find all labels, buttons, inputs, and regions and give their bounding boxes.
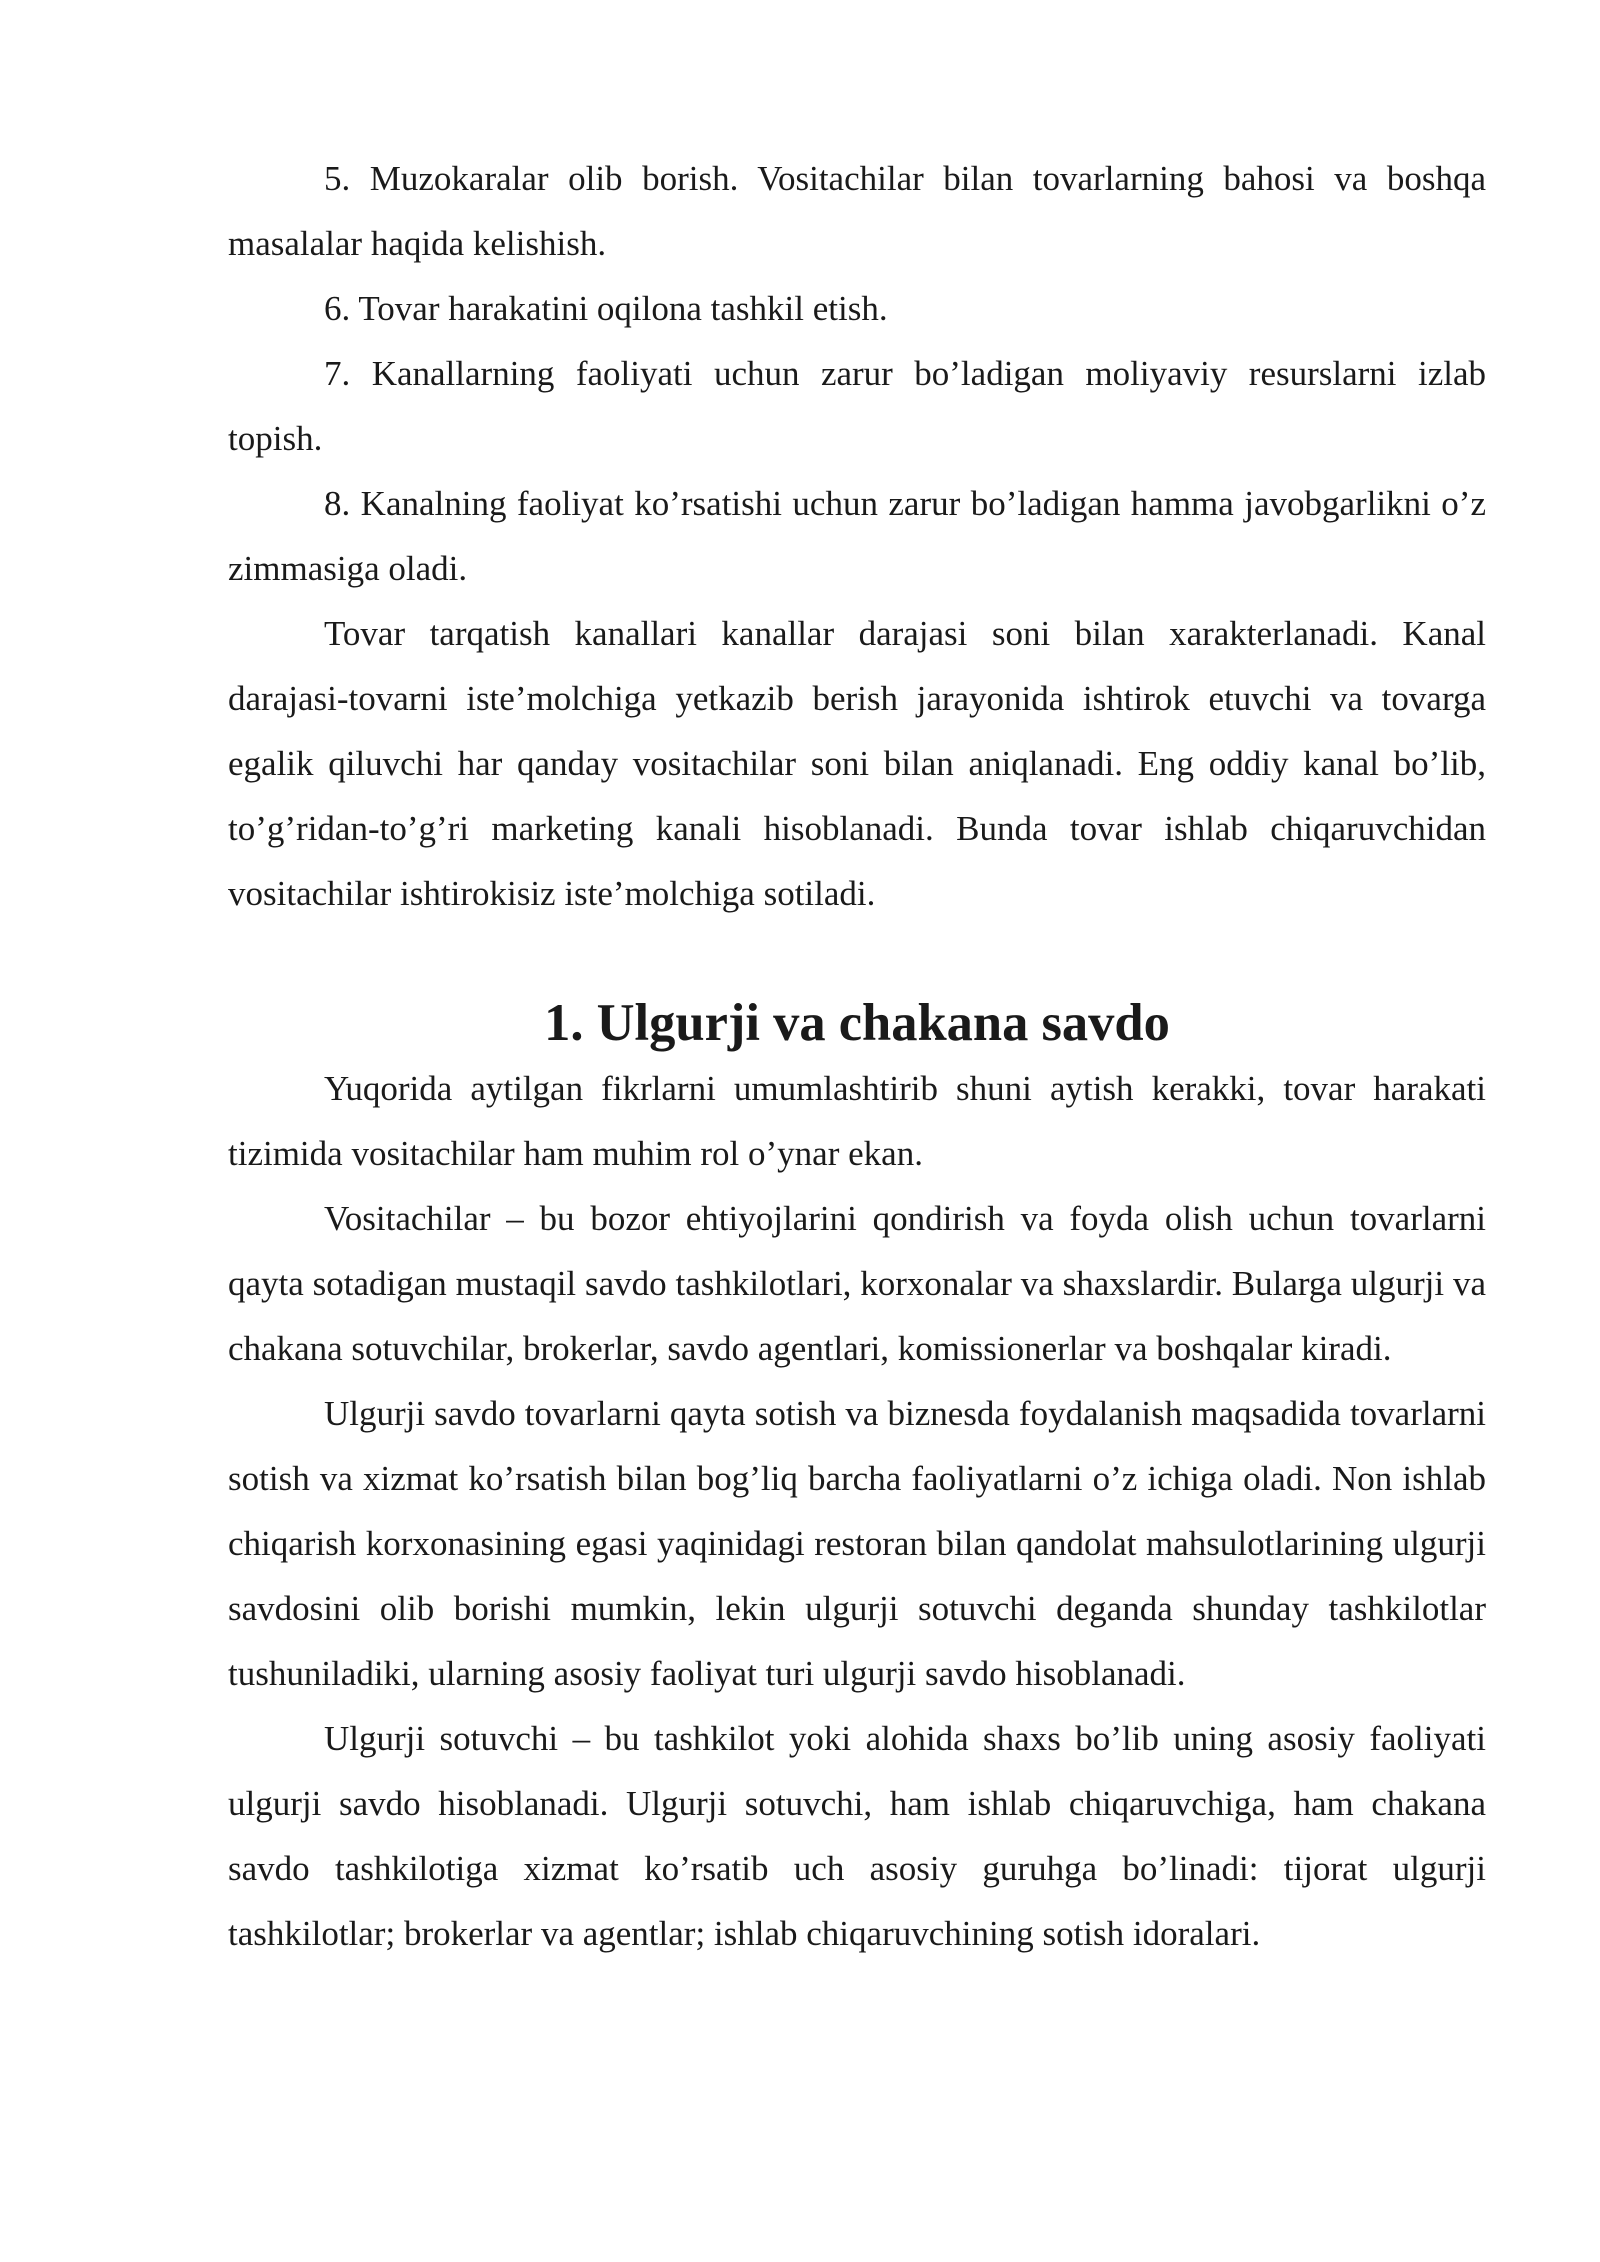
paragraph-item-5: 5. Muzokaralar olib borish. Vositachilar bilan tovarlarning bahosi va boshqa masalalar haqida kelishish. — [228, 159, 1486, 263]
paragraph-intermediaries-role: Yuqorida aytilgan fikrlarni umumlashtirib shuni aytish kerakki, tovar harakati tizimida vositachilar ham muhim rol o’ynar ekan. — [228, 1069, 1486, 1173]
paragraph-intermediaries-definition: Vositachilar – bu bozor ehtiyojlarini qondirish va foyda olish uchun tovarlarni qayta sotadigan mustaqil savdo tashkilotlari, korxonalar va shaxslardir. Bularga ulgurji va chakana sotuvchilar, brokerlar, savdo agentlari, komissionerlar va boshqalar kiradi. — [228, 1199, 1486, 1368]
paragraph-item-6: 6. Tovar harakatini oqilona tashkil etish. — [324, 289, 888, 328]
paragraph-item-8: 8. Kanalning faoliyat ko’rsatishi uchun zarur bo’ladigan hamma javobgarlikni o’z zimmasiga oladi. — [228, 484, 1486, 588]
section-heading: 1. Ulgurji va chakana savdo — [544, 994, 1170, 1052]
paragraph-channel-levels: Tovar tarqatish kanallari kanallar darajasi soni bilan xarakterlanadi. Kanal darajasi-tovarni iste’molchiga yetkazib berish jarayonida ishtirok etuvchi va tovarga egalik qiluvchi har qanday vositachilar soni bilan aniqlanadi. Eng oddiy kanal bo’lib, to’g’ridan-to’g’ri marketing kanali hisoblanadi. Bunda tovar ishlab chiqaruvchidan vositachilar ishtirokisiz iste’molchiga sotiladi. — [228, 614, 1486, 913]
paragraph-wholesale-trade: Ulgurji savdo tovarlarni qayta sotish va biznesda foydalanish maqsadida tovarlarni sotish va xizmat ko’rsatish bilan bog’liq barcha faoliyatlarni o’z ichiga oladi. Non ishlab chiqarish korxonasining egasi yaqinidagi restoran bilan qandolat mahsulotlarining ulgurji savdosini olib borishi mumkin, lekin ulgurji sotuvchi deganda shunday tashkilotlar tushuniladiki, ularning asosiy faoliyat turi ulgurji savdo hisoblanadi. — [228, 1394, 1486, 1693]
paragraph-item-7: 7. Kanallarning faoliyati uchun zarur bo’ladigan moliyaviy resurslarni izlab topish. — [228, 354, 1486, 458]
paragraph-wholesaler: Ulgurji sotuvchi – bu tashkilot yoki alohida shaxs bo’lib uning asosiy faoliyati ulgurji savdo hisoblanadi. Ulgurji sotuvchi, ham ishlab chiqaruvchiga, ham chakana savdo tashkilotiga xizmat ko’rsatib uch asosiy guruhga bo’linadi: tijorat ulgurji tashkilotlar; brokerlar va agentlar; ishlab chiqaruvchining sotish idoralari. — [228, 1719, 1486, 1953]
document-page — [228, 146, 1486, 1966]
